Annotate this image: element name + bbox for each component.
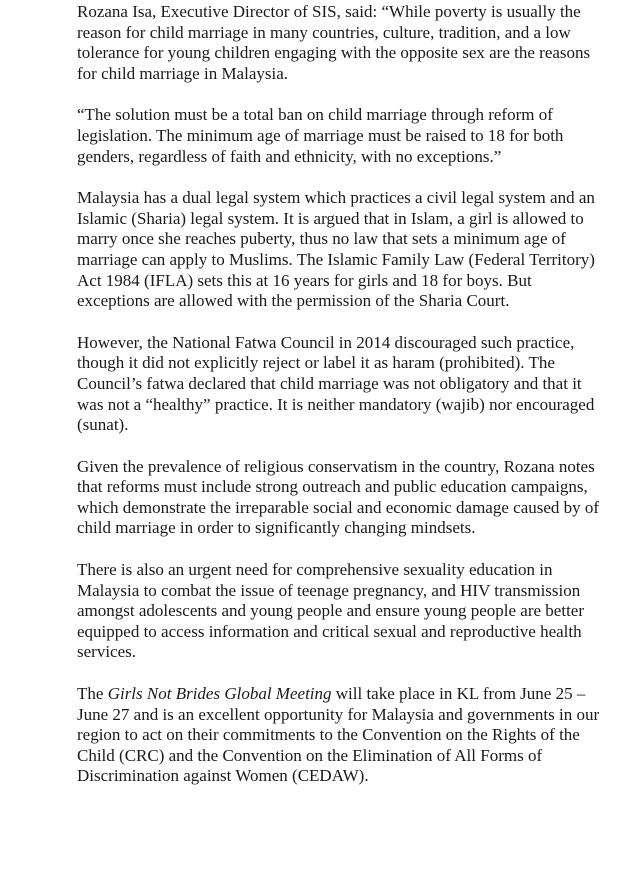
meeting-text-before: The	[77, 684, 108, 704]
paragraph-global-meeting	[77, 684, 600, 787]
paragraph-religious-conservatism: Given the prevalence of religious conservatism in the country, Rozana notes that reforms must include strong outreach and public education campaigns, which demonstrate the irreparable social and economic damage caused by of child marriage in order to significantly changing mindsets.	[77, 456, 600, 538]
paragraph-sexuality-education: There is also an urgent need for comprehensive sexuality education in Malaysia to combat the issue of teenage pregnancy, and HIV transmission amongst adolescents and young people and ensure young people are better equipped to access information and critical sexual and reproductive health services.	[77, 560, 585, 662]
paragraph-solution-quote: “The solution must be a total ban on child marriage through reform of legislation. The minimum age of marriage must be raised to 18 for both genders, regardless of faith and ethnicity, with no exceptions.”	[77, 105, 564, 166]
meeting-title: Girls Not Brides Global Meeting	[107, 684, 332, 704]
meeting-text-after: will take place in KL from June 25 – June 27 and is an excellent opportunity for Malaysia and governments in our region to act on their commitments to the Convention on the Rights of the Child (CRC) and the Convention on the Elimination of All Forms of Discrimination against Women (CEDAW).	[77, 684, 600, 786]
paragraph-rozana-quote: Rozana Isa, Executive Director of SIS, said: “While poverty is usually the reason for child marriage in many countries, culture, tradition, and a low tolerance for young children engaging with the opposite sex are the reasons for child marriage in Malaysia.	[77, 2, 591, 83]
paragraph-fatwa-council: However, the National Fatwa Council in 2014 discouraged such practice, though it did not explicitly reject or label it as haram (prohibited). The Council’s fatwa declared that child marriage was not obligatory and that it was not a “healthy” practice. It is neither mandatory (wajib) nor encouraged (sunat).	[77, 332, 595, 435]
paragraph-dual-legal-system: Malaysia has a dual legal system which practices a civil legal system and an Islamic (Sharia) legal system. It is argued that in Islam, a girl is allowed to marry once she reaches puberty, thus no law that sets a minimum age of marriage can apply to Muslims. The Islamic Family Law (Federal Territory) Act 1984 (IFLA) sets this at 16 years for girls and 18 for boys. But exceptions are allowed with the permission of the Sharia Court.	[77, 188, 595, 311]
